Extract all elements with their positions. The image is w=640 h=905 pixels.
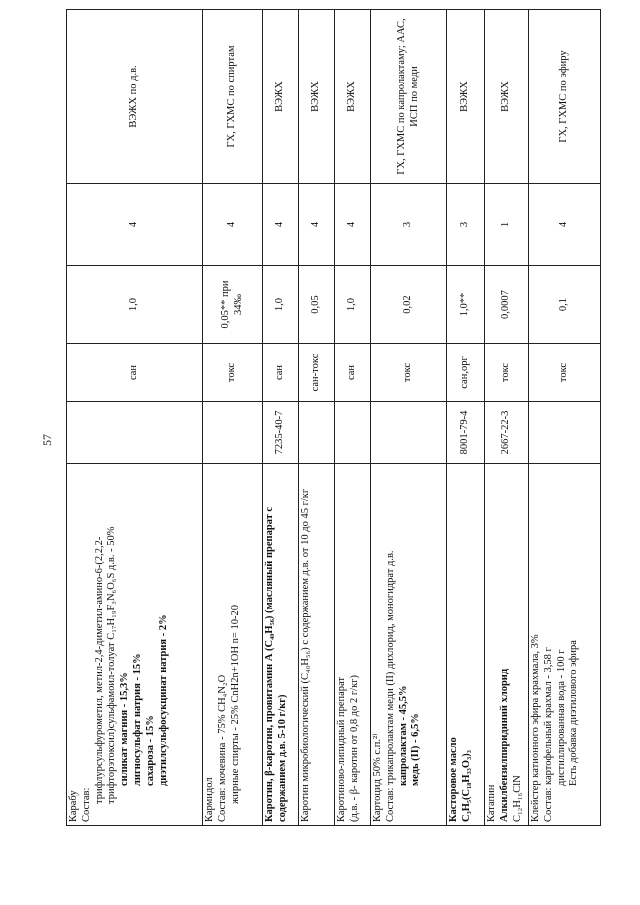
hazard-indicator-cell: сан bbox=[263, 344, 299, 402]
cas-number-cell bbox=[203, 402, 263, 464]
substance-name-line: жирные спирты - 25% CnH2n+1OH n= 10-20 bbox=[229, 605, 241, 804]
hazard-indicator-cell: сан bbox=[67, 344, 203, 402]
analysis-method-cell: ГХ, ГХМС по спиртам bbox=[203, 10, 263, 184]
analysis-method-cell: ВЭЖХ bbox=[263, 10, 299, 184]
concentration-value-cell: 0,05 bbox=[299, 266, 335, 344]
hazard-class-cell: 4 bbox=[299, 184, 335, 266]
cas-number-cell bbox=[335, 402, 371, 464]
hazard-indicator-cell: токс bbox=[203, 344, 263, 402]
substance-name-line: Клейстер катионного эфира крахмала, 3% bbox=[530, 634, 541, 822]
hazard-class-cell: 4 bbox=[529, 184, 601, 266]
substance-name-line: сахароза - 15% bbox=[144, 715, 156, 786]
hazard-class-cell: 4 bbox=[263, 184, 299, 266]
hazard-indicator-cell: сан bbox=[335, 344, 371, 402]
rotated-table-container bbox=[66, 10, 590, 826]
substance-name-line: Состав: трикапролактам меди (II) дихлорид, моногидрат д.в. bbox=[384, 550, 396, 822]
substance-name-line: Есть добавка диэтилового эфира bbox=[568, 640, 580, 786]
substance-name-cell bbox=[485, 464, 529, 826]
substance-name-line: лигносульфат натрия - 15% bbox=[131, 653, 143, 786]
substance-name-line: Картоцид 50% с.п.²⁾ bbox=[372, 733, 383, 822]
analysis-method-cell: ВЭЖХ bbox=[299, 10, 335, 184]
concentration-value-cell: 1,0 bbox=[335, 266, 371, 344]
page-number: 57 bbox=[40, 434, 54, 446]
analysis-method-cell: ВЭЖХ bbox=[335, 10, 371, 184]
table-row bbox=[529, 10, 601, 826]
substance-name-line: (д.в. - β- каротин от 0,8 до 2 г/кг) bbox=[348, 675, 360, 822]
substance-name-cell bbox=[203, 464, 263, 826]
analysis-method-cell: ГХ, ГХМС по капролактаму; ААС, ИСП по меди bbox=[371, 10, 447, 184]
cas-number-cell bbox=[529, 402, 601, 464]
substance-name-cell bbox=[371, 464, 447, 826]
concentration-value-cell: 0,02 bbox=[371, 266, 447, 344]
substance-name-line: Катапин bbox=[486, 784, 497, 822]
hazard-class-cell: 3 bbox=[371, 184, 447, 266]
table-row bbox=[335, 10, 371, 826]
substance-name-cell bbox=[335, 464, 371, 826]
analysis-method-cell: ВЭЖХ bbox=[447, 10, 485, 184]
substance-name-line: Карабу bbox=[68, 790, 79, 822]
hazard-class-cell: 3 bbox=[447, 184, 485, 266]
analysis-method-cell: ГХ, ГХМС по эфиру bbox=[529, 10, 601, 184]
concentration-value-cell: 1,0** bbox=[447, 266, 485, 344]
substance-name-line: C₃H₅(C₁₈H₃₃O₃)₃ bbox=[460, 750, 472, 822]
concentration-value-cell: 0,0007 bbox=[485, 266, 529, 344]
concentration-value-cell: 1,0 bbox=[67, 266, 203, 344]
hazard-indicator-cell: сан,орг bbox=[447, 344, 485, 402]
substance-name-line: трифлурсульфурометил, метил-2,4-диметил-амино-6-(2,2,2-трифторэтоксил)сульфамоил-толуат C₁₇H₁₉F₃N₆O₆S д.в. - 50% bbox=[93, 526, 118, 804]
hazard-indicator-cell: токс bbox=[371, 344, 447, 402]
substance-name-cell bbox=[447, 464, 485, 826]
substance-name-line: Каротин микробиологический (C₄₀H₅₆) с содержанием д.в. от 10 до 45 г/кг bbox=[300, 488, 311, 822]
table-row bbox=[203, 10, 263, 826]
substance-name-line: диэтилсульфосукцинат натрия - 2% bbox=[157, 614, 169, 786]
substance-name-cell bbox=[529, 464, 601, 826]
table-row bbox=[67, 10, 203, 826]
substance-name-line: Каротин, β-каротин, провитамин А (C₄₀H₅₆) (масляный препарат с содержанием д.в. 5-10 г/кг) bbox=[264, 506, 288, 822]
table-row bbox=[485, 10, 529, 826]
hazard-class-cell: 4 bbox=[203, 184, 263, 266]
analysis-method-cell: ВЭЖХ bbox=[485, 10, 529, 184]
table-row bbox=[263, 10, 299, 826]
table-row bbox=[447, 10, 485, 826]
substance-name-line: медь (II) - 6,5% bbox=[410, 713, 422, 786]
hazard-class-cell: 4 bbox=[335, 184, 371, 266]
substance-name-line: Каротиново-липидный препарат bbox=[336, 677, 347, 822]
substance-name-cell bbox=[67, 464, 203, 826]
analysis-method-cell: ВЭЖХ по д.в. bbox=[67, 10, 203, 184]
hazard-indicator-cell: токс bbox=[485, 344, 529, 402]
cas-number-cell: 8001-79-4 bbox=[447, 402, 485, 464]
substance-name-line: Состав: картофельный крахмал - 3,58 г bbox=[542, 647, 554, 822]
cas-number-cell bbox=[371, 402, 447, 464]
substance-name-line: Состав: мочевина - 75% CH₄N₂O bbox=[216, 674, 228, 822]
hazard-indicator-cell: токс bbox=[529, 344, 601, 402]
hazard-class-cell: 1 bbox=[485, 184, 529, 266]
table-row bbox=[371, 10, 447, 826]
hazard-class-cell: 4 bbox=[67, 184, 203, 266]
cas-number-cell bbox=[67, 402, 203, 464]
substance-name-line: Касторовое масло bbox=[448, 737, 459, 822]
cas-number-cell: 2667-22-3 bbox=[485, 402, 529, 464]
substance-name-line: Алкилбензилпиридиний хлорид bbox=[498, 668, 510, 822]
cas-number-cell bbox=[299, 402, 335, 464]
table-row bbox=[299, 10, 335, 826]
concentration-value-cell: 0,1 bbox=[529, 266, 601, 344]
substance-name-cell bbox=[299, 464, 335, 826]
substance-name-cell bbox=[263, 464, 299, 826]
substance-name-line: капролактам - 45,5% bbox=[397, 685, 409, 786]
substance-name-line: C₁₂H₁₆ClN bbox=[511, 775, 523, 822]
substance-name-line: силикат магния - 15,3% bbox=[119, 672, 131, 786]
cas-number-cell: 7235-40-7 bbox=[263, 402, 299, 464]
substances-table bbox=[66, 9, 601, 826]
substance-name-line: Состав: bbox=[80, 787, 92, 822]
concentration-value-cell: 0,05** при 34‰ bbox=[203, 266, 263, 344]
substance-name-line: дистиллированная вода - 100 г bbox=[555, 649, 567, 786]
hazard-indicator-cell: сан-токс bbox=[299, 344, 335, 402]
concentration-value-cell: 1,0 bbox=[263, 266, 299, 344]
substance-name-line: Кармидол bbox=[204, 777, 215, 822]
